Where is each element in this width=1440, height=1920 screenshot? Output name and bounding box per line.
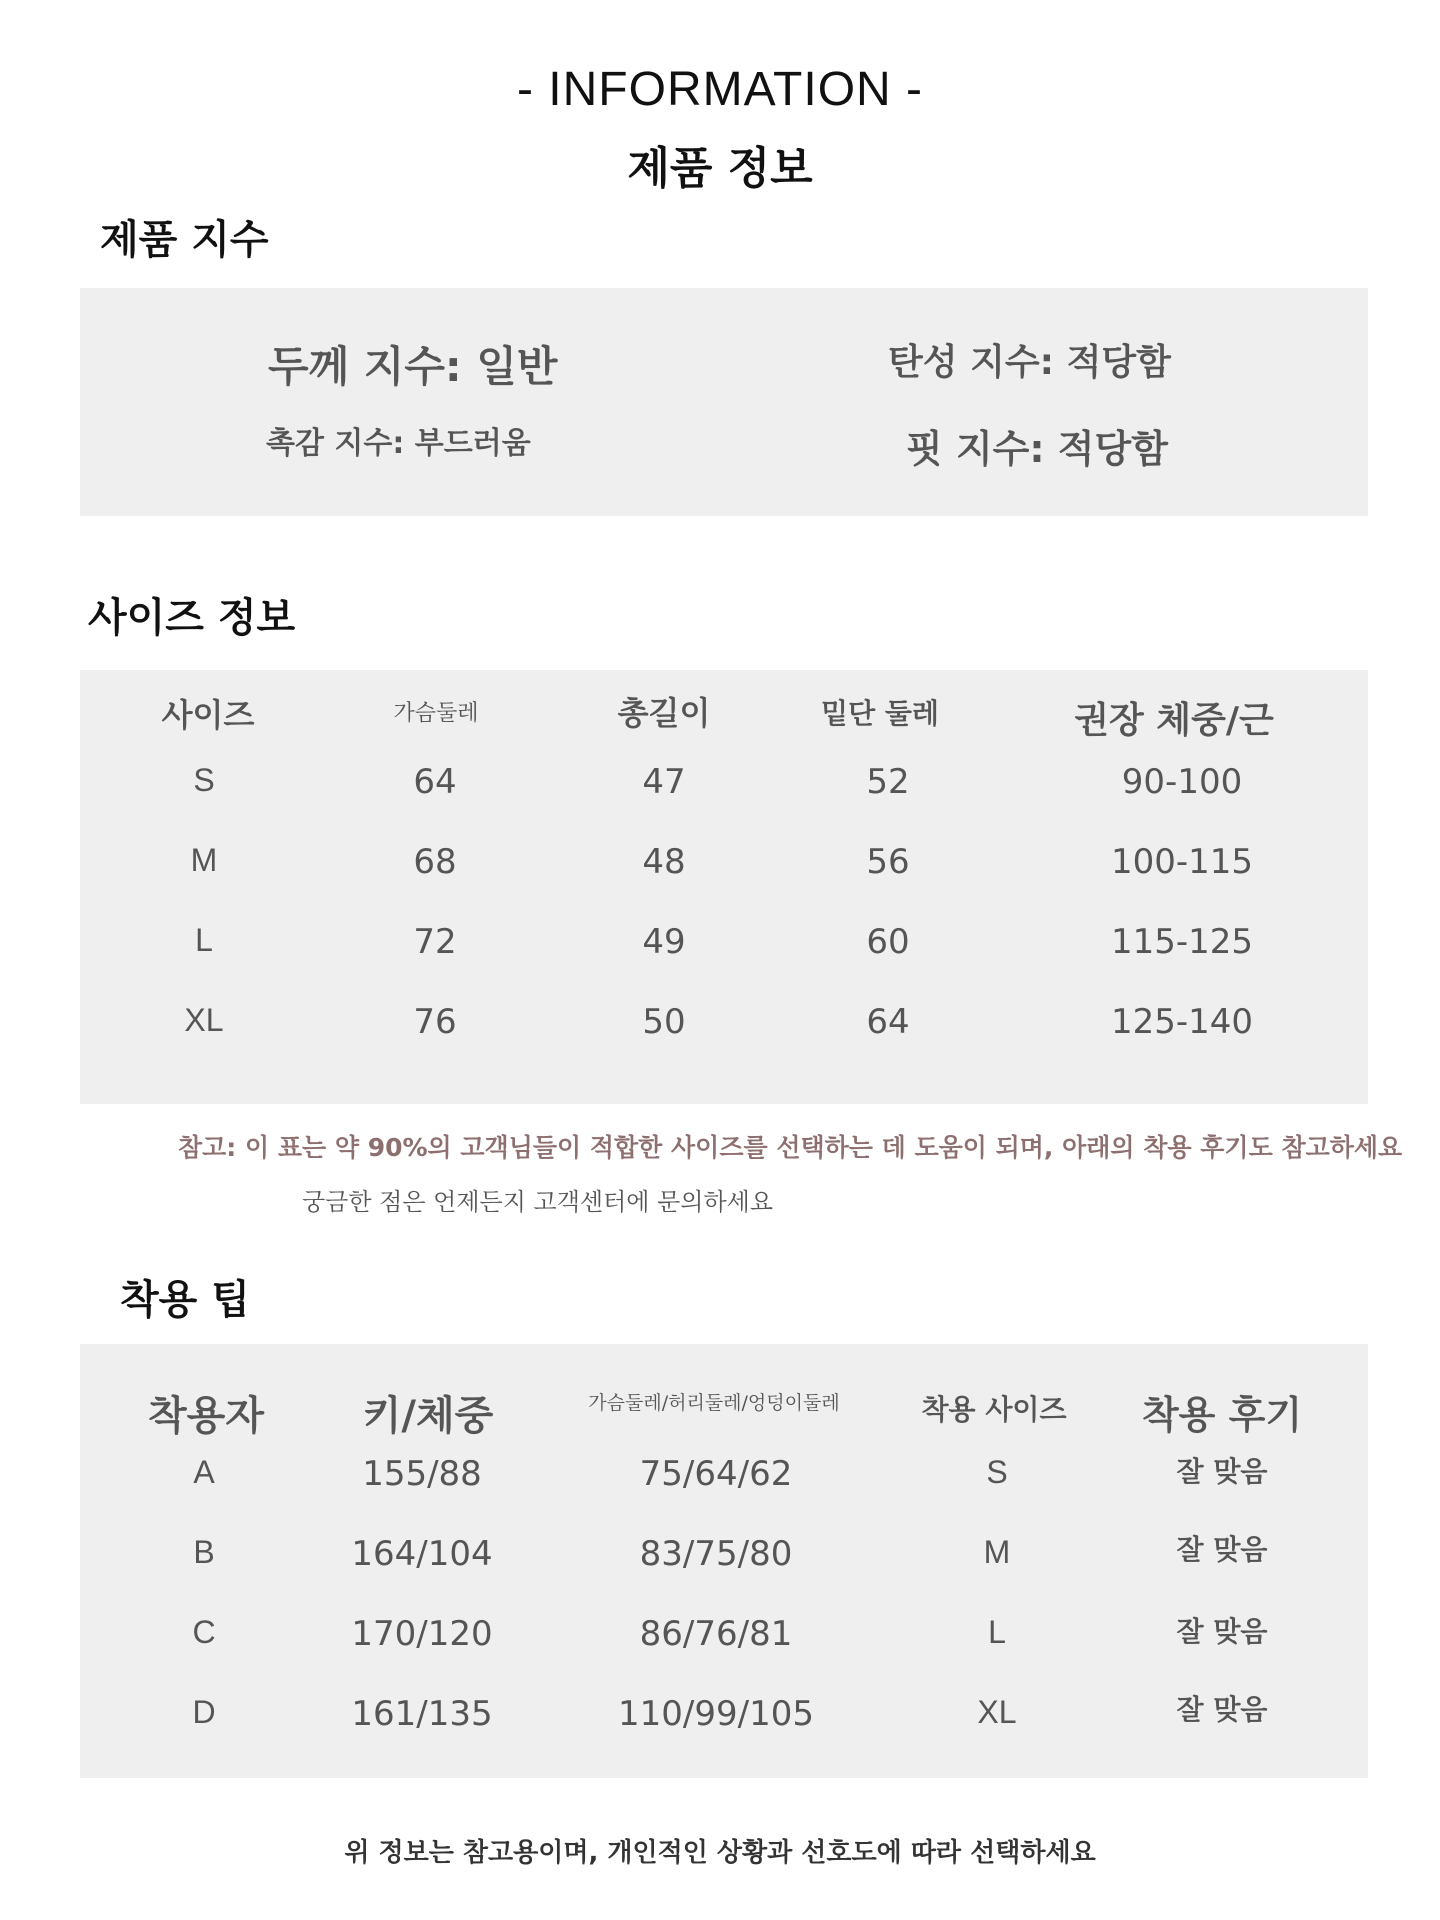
- table-cell: 잘 맞음: [1176, 1615, 1268, 1648]
- size-col-weight: 권장 체중/근: [1074, 700, 1274, 741]
- fit-col-height-weight: 키/체중: [362, 1393, 494, 1439]
- size-col-chest: 가슴둘레: [393, 701, 479, 726]
- table-cell: 170/120: [351, 1614, 493, 1654]
- table-cell: L: [988, 1614, 1006, 1650]
- fit-section-title: 착용 팁: [120, 1277, 250, 1323]
- table-cell: 72: [413, 922, 457, 962]
- table-cell: 48: [642, 842, 686, 882]
- table-cell: S: [986, 1454, 1008, 1490]
- fit-col-measurements: 가슴둘레/허리둘레/엉덩이둘레: [588, 1392, 840, 1414]
- thickness-index: 두께 지수: 일반: [268, 342, 558, 391]
- table-cell: XL: [977, 1694, 1017, 1730]
- fit-col-size: 착용 사이즈: [921, 1393, 1067, 1426]
- texture-index: 촉감 지수: 부드러움: [266, 426, 531, 461]
- size-table: [80, 670, 1368, 1104]
- fit-index: 핏 지수: 적당함: [906, 427, 1168, 471]
- size-note: 참고: 이 표는 약 90%의 고객님들이 적합한 사이즈를 선택하는 데 도움이 되며, 아래의 착용 후기도 참고하세요: [178, 1133, 1403, 1162]
- table-cell: 잘 맞음: [1176, 1693, 1268, 1726]
- fit-col-wearer: 착용자: [148, 1393, 264, 1439]
- contact-note: 궁금한 점은 언제든지 고객센터에 문의하세요: [302, 1188, 774, 1216]
- elasticity-index: 탄성 지수: 적당함: [888, 342, 1171, 383]
- table-cell: 161/135: [351, 1694, 493, 1734]
- table-cell: 64: [866, 1002, 910, 1042]
- table-cell: D: [192, 1694, 216, 1730]
- table-cell: M: [983, 1534, 1011, 1570]
- page-title-en: - INFORMATION -: [516, 63, 924, 116]
- fit-table: [80, 1344, 1368, 1778]
- index-panel: [80, 288, 1368, 516]
- fit-col-review: 착용 후기: [1141, 1393, 1303, 1437]
- table-cell: 100-115: [1110, 842, 1254, 882]
- size-col-size: 사이즈: [161, 696, 255, 734]
- table-cell: M: [190, 842, 218, 878]
- table-cell: L: [195, 922, 213, 958]
- table-cell: 75/64/62: [639, 1454, 793, 1494]
- index-section-title: 제품 지수: [100, 217, 269, 263]
- size-col-length: 총길이: [617, 694, 711, 732]
- table-cell: 110/99/105: [618, 1694, 814, 1734]
- table-cell: 잘 맞음: [1176, 1533, 1268, 1566]
- table-cell: 잘 맞음: [1176, 1455, 1268, 1488]
- size-section-title: 사이즈 정보: [88, 595, 296, 641]
- table-cell: 47: [642, 762, 686, 802]
- table-cell: 49: [642, 922, 686, 962]
- table-cell: 164/104: [351, 1534, 493, 1574]
- table-cell: 155/88: [362, 1454, 482, 1494]
- table-cell: 68: [413, 842, 457, 882]
- table-cell: XL: [184, 1002, 224, 1038]
- size-col-hem: 밑단 둘레: [821, 697, 939, 730]
- footer-note: 위 정보는 참고용이며, 개인적인 상황과 선호도에 따라 선택하세요: [344, 1838, 1096, 1868]
- table-cell: 76: [413, 1002, 457, 1042]
- table-cell: 115-125: [1110, 922, 1254, 962]
- table-cell: 90-100: [1121, 762, 1243, 802]
- table-cell: 60: [866, 922, 910, 962]
- table-cell: S: [193, 762, 215, 798]
- table-cell: 56: [866, 842, 910, 882]
- table-cell: 64: [413, 762, 457, 802]
- table-cell: C: [192, 1614, 216, 1650]
- table-cell: 86/76/81: [639, 1614, 793, 1654]
- table-cell: 50: [642, 1002, 686, 1042]
- page-title-ko: 제품 정보: [627, 143, 813, 194]
- table-cell: B: [193, 1534, 215, 1570]
- table-cell: A: [193, 1454, 215, 1490]
- table-cell: 52: [866, 762, 910, 802]
- table-cell: 125-140: [1110, 1002, 1254, 1042]
- table-cell: 83/75/80: [639, 1534, 793, 1574]
